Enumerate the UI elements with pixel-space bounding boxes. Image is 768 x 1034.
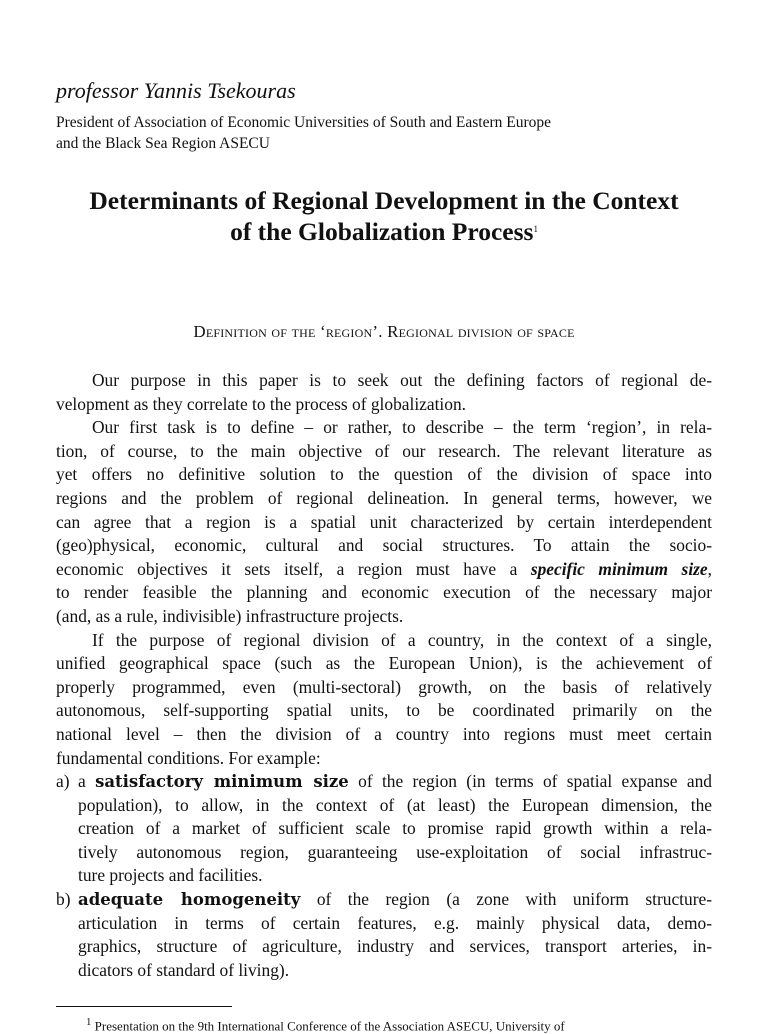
- footnote: [86, 1014, 712, 1034]
- paragraph-line: [56, 558, 712, 582]
- title-line-1: Determinants of Regional Development in the Context: [89, 186, 679, 215]
- text-run: of the region (in terms of spatial expanse and: [348, 771, 712, 792]
- paragraph-line: properly programmed, even (multi-sectoral) growth, on the basis of relatively: [56, 676, 712, 697]
- paragraph-line: If the purpose of regional division of a country, in the context of a single,: [92, 629, 712, 650]
- text-run: a: [78, 771, 96, 792]
- paragraph-1: [56, 369, 712, 416]
- list-line: dicators of standard of living).: [78, 959, 290, 980]
- title-line-2: [56, 216, 712, 247]
- author-name: professor Yannis Tsekouras: [56, 78, 296, 103]
- title-line-2-text: of the Globalization Process: [230, 217, 534, 246]
- paragraph-line: fundamental conditions. For example:: [56, 747, 321, 768]
- footnote-mark: 1: [86, 1016, 92, 1028]
- footnote-divider: [56, 1006, 232, 1007]
- emphasis-adequate-homogeneity: adequate homogeneity: [78, 890, 301, 910]
- list-line: [56, 770, 712, 794]
- list-item-a: [56, 770, 712, 888]
- paragraph-line: to render feasible the planning and economic execution of the necessary major: [56, 582, 712, 603]
- affiliation-line-1: President of Association of Economic Universities of South and Eastern Europe: [56, 114, 552, 131]
- emphasis-satisfactory-minimum-size: satisfactory minimum size: [95, 772, 349, 792]
- list-line: ture projects and facilities.: [78, 865, 263, 886]
- list-line: graphics, structure of agriculture, industry and services, transport arteries, in-: [78, 936, 712, 957]
- text-run: of the region (a zone with uniform structure-: [300, 889, 712, 910]
- paragraph-line: velopment as they correlate to the process of globalization.: [56, 393, 466, 414]
- list-line: tively autonomous region, guaranteeing use-exploitation of social infrastruc-: [78, 841, 712, 862]
- list-line: [56, 888, 712, 912]
- paragraph-line: regions and the problem of regional delineation. In general terms, however, we: [56, 487, 712, 508]
- list-line: articulation in terms of certain features, e.g. mainly physical data, demo-: [78, 912, 712, 933]
- section-heading: Definition of the ‘region’. Regional division of space: [193, 322, 575, 341]
- paragraph-line: yet offers no definitive solution to the question of the division of space into: [56, 464, 712, 485]
- paragraph-line: Our purpose in this paper is to seek out the defining factors of regional de-: [92, 370, 712, 390]
- list-marker: b): [56, 889, 71, 910]
- text-run: economic objectives it sets itself, a region must have a: [56, 558, 531, 579]
- paragraph-3: [56, 629, 712, 771]
- title-footnote-ref[interactable]: 1: [533, 223, 538, 234]
- affiliation-line-2: and the Black Sea Region ASECU: [56, 135, 270, 152]
- document-page: [56, 0, 713, 1034]
- paragraph-line: national level – then the division of a country into regions must meet certain: [56, 723, 712, 744]
- list-line: population), to allow, in the context of (at least) the European dimension, the: [78, 794, 712, 815]
- list-item-b: [56, 888, 712, 982]
- paragraph-2: [56, 416, 712, 628]
- paragraph-line: Our first task is to define – or rather, to describe – the term ‘region’, in rela-: [92, 417, 712, 438]
- body-text: [56, 369, 712, 982]
- paragraph-line: unified geographical space (such as the European Union), is the achievement of: [56, 653, 712, 674]
- list-marker: a): [56, 771, 70, 792]
- paragraph-line: autonomous, self-supporting spatial units, to be coordinated primarily on the: [56, 700, 712, 721]
- paragraph-line: (and, as a rule, indivisible) infrastructure projects.: [56, 605, 404, 626]
- paragraph-line: (geo)physical, economic, cultural and social structures. To attain the socio-: [56, 535, 712, 556]
- text-run: ,: [707, 558, 713, 579]
- footnote-text: Presentation on the 9th International Conference of the Association ASECU, University of: [94, 1018, 565, 1034]
- paper-title: [56, 185, 712, 247]
- paragraph-line: can agree that a region is a spatial unit characterized by certain interdependent: [56, 511, 712, 532]
- list-line: creation of a market of sufficient scale to promise rapid growth within a rela-: [78, 818, 712, 839]
- author-affiliation: [56, 112, 712, 154]
- paragraph-line: tion, of course, to the main objective of our research. The relevant literature as: [56, 440, 712, 461]
- emphasis-specific-minimum-size: specific minimum size: [530, 558, 708, 579]
